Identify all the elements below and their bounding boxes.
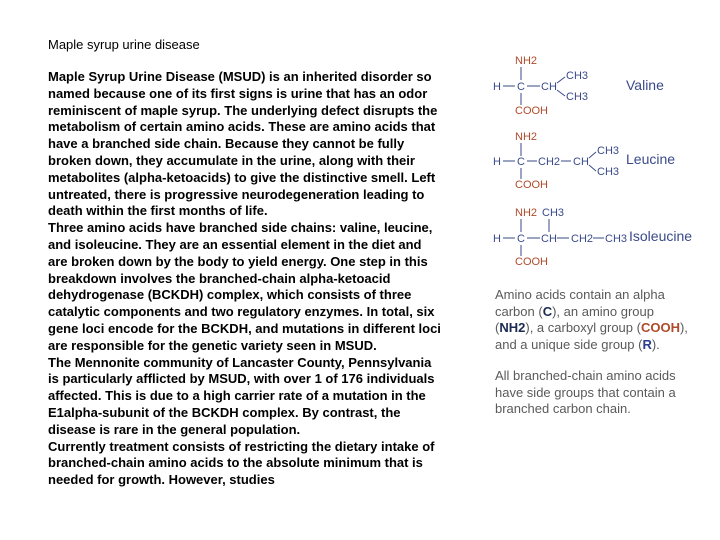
isoleucine-label: Isoleucine	[629, 228, 693, 244]
leucine-ch: CH	[573, 156, 589, 168]
paragraph-4: Currently treatment consists of restricting the dietary intake of branched-chain amino acids to the absolute minimum that is needed for growth. However, studies	[48, 438, 435, 488]
valine-c: C	[517, 81, 525, 93]
valine-label: Valine	[626, 77, 664, 93]
paragraph-1: Maple Syrup Urine Disease (MSUD) is an inherited disorder so named because one of its first signs is urine that has an odor reminiscent of maple syrup. The underlying defect disrupts the metabolism of certain amino acids. These are amino acids that have a branched side chain. Because they cannot be fully broken down, they accumulate in the urine, along with their metabolites (alpha-ketoacids) to give the distinctive smell. Left untreated, there is progressive neurodegeneration leading to death within the first months of life.	[48, 69, 438, 219]
isoleucine-carboxyl: COOH	[515, 256, 548, 268]
leucine-c: C	[517, 156, 525, 168]
leucine-ch2: CH2	[538, 156, 561, 168]
valine-structure	[493, 55, 664, 117]
valine-carboxyl: COOH	[515, 105, 548, 117]
caption1-text-5: ).	[651, 336, 660, 352]
isoleucine-structure	[493, 207, 692, 268]
valine-ch3-top: CH3	[566, 70, 589, 82]
caption1-text-4: ), and a unique side group (	[495, 320, 688, 352]
caption1-amino-group: NH2	[499, 320, 526, 335]
isoleucine-c: C	[517, 233, 525, 245]
page-title: Maple syrup urine disease	[48, 37, 200, 52]
caption1-text-2: ), an amino group (	[495, 303, 654, 335]
leucine-structure	[493, 131, 675, 191]
caption1-text-1: Amino acids contain an alpha carbon (	[495, 287, 665, 319]
caption-branched-chain: All branched-chain amino acids have side groups that contain a branched carbon chain.	[495, 368, 676, 416]
leucine-carboxyl: COOH	[515, 179, 548, 191]
valine-ch: CH	[541, 81, 557, 93]
leucine-label: Leucine	[626, 151, 676, 167]
isoleucine-ch3-end: CH3	[605, 233, 628, 245]
valine-h: H	[493, 81, 501, 93]
paragraph-2: Three amino acids have branched side chains: valine, leucine, and isoleucine. They are an essential element in the diet and are broken down by the body to yield energy. One step in this breakdown involves the branched-chain alpha-ketoacid dehydrogenase (BCKDH) complex, which consists of three catalytic components and two regulatory enzymes. In total, six gene loci encode for the BCKDH, and mutations in different loci are responsible for the genetic variety seen in MSUD.	[48, 220, 441, 353]
caption1-alpha-carbon: C	[542, 303, 553, 319]
leucine-amino: NH2	[515, 131, 538, 143]
isoleucine-ch: CH	[541, 233, 557, 245]
isoleucine-ch2: CH2	[571, 233, 594, 245]
valine-ch3-bottom: CH3	[566, 91, 589, 103]
isoleucine-amino: NH2	[515, 207, 538, 219]
leucine-h: H	[493, 156, 501, 168]
leucine-ch3-bottom: CH3	[597, 166, 620, 178]
caption-amino-acid-parts	[495, 287, 695, 353]
caption1-text-3: ), a carboxyl group (	[525, 320, 641, 335]
caption1-side-group: R	[642, 336, 652, 352]
isoleucine-ch3-branch: CH3	[542, 207, 565, 219]
leucine-ch3-top: CH3	[597, 145, 620, 157]
paragraph-3: The Mennonite community of Lancaster County, Pennsylvania is particularly afflicted by MSUD, with over 1 of 176 individuals affected. This is due to a high carrier rate of a mutation in the E1alpha-subunit of the BCKDH complex. By contrast, the disease is rare in the general population.	[48, 354, 435, 437]
amino-acid-structures	[485, 50, 715, 275]
caption1-carboxyl-group: COOH	[640, 320, 680, 335]
body-text	[48, 69, 443, 489]
valine-amino: NH2	[515, 55, 538, 67]
isoleucine-h: H	[493, 233, 501, 245]
